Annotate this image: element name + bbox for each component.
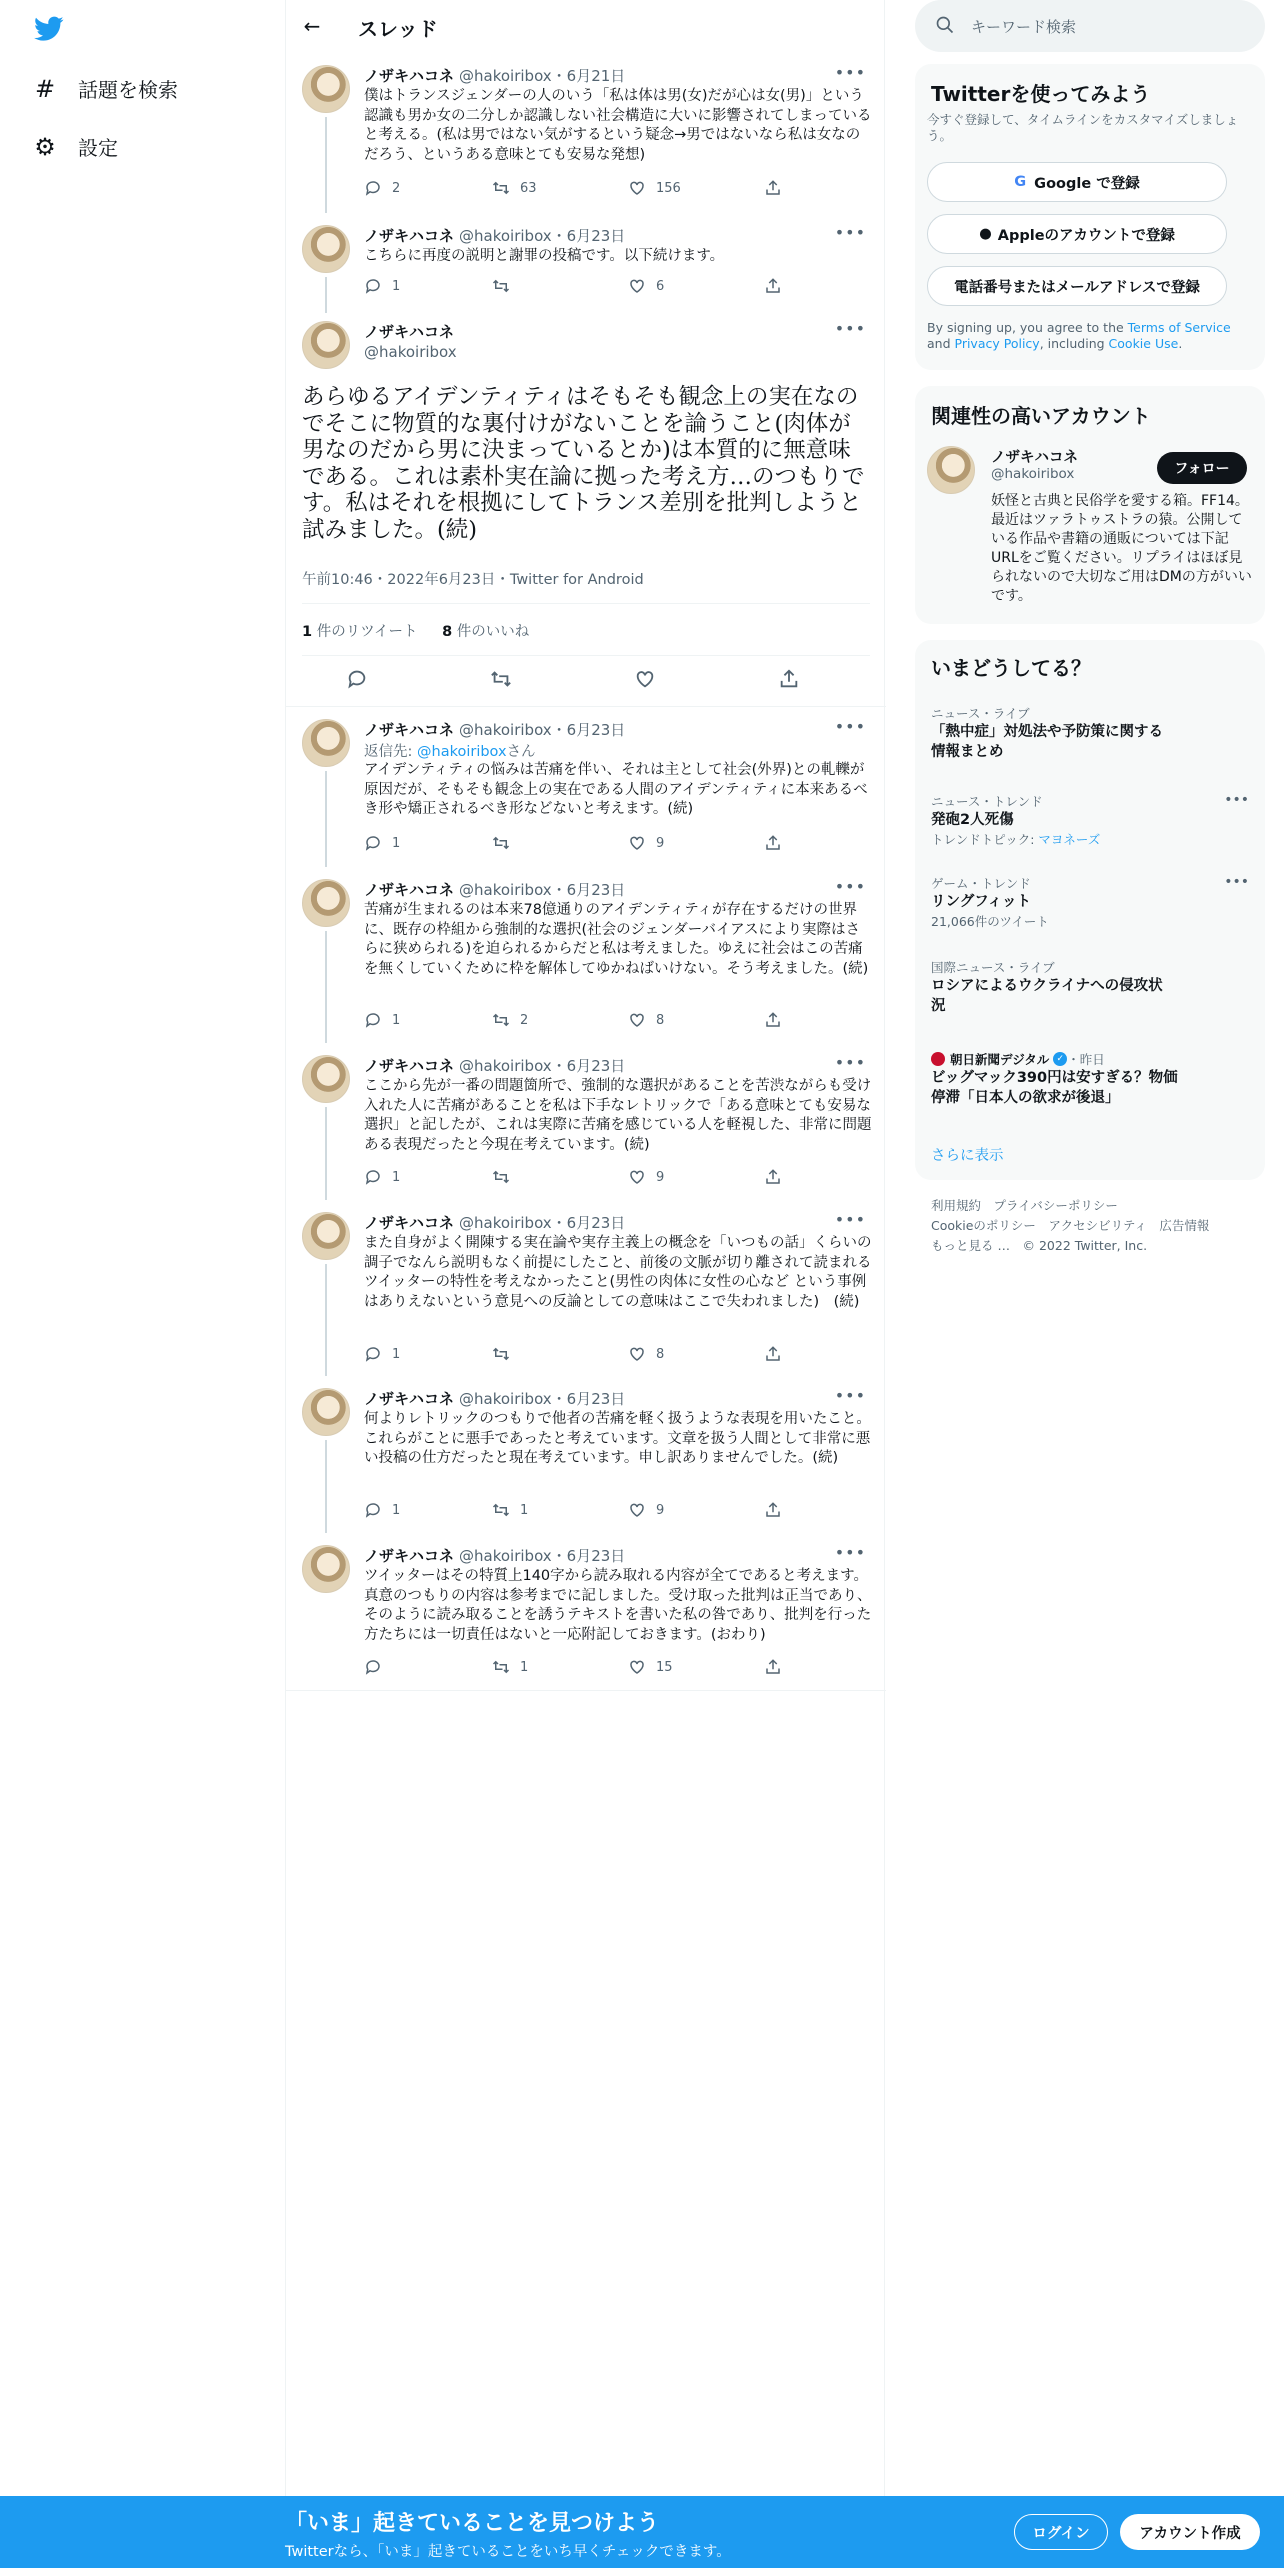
- news-time: ・昨日: [1067, 1052, 1105, 1067]
- like-button[interactable]: [628, 1011, 664, 1029]
- trend-topic-link[interactable]: マヨネーズ: [1038, 832, 1101, 847]
- retweet-icon: [492, 1658, 510, 1676]
- like-button[interactable]: [628, 1168, 664, 1186]
- show-more-link[interactable]: さらに表示: [931, 1148, 1004, 1164]
- trend-context: ゲーム・トレンド: [931, 876, 1031, 891]
- more-icon[interactable]: •••: [1224, 874, 1249, 890]
- like-count: 9: [656, 1502, 665, 1518]
- thread-line: [325, 1440, 327, 1533]
- retweet-icon: [492, 1168, 510, 1186]
- google-signup-label: Google で登録: [1034, 175, 1140, 192]
- share-icon: [764, 277, 782, 295]
- tweet-author[interactable]: [364, 1388, 625, 1409]
- trend-item[interactable]: [931, 958, 1251, 1016]
- tweet-actions: [364, 277, 794, 297]
- footer-terms[interactable]: 利用規約: [931, 1198, 982, 1213]
- retweet-stat[interactable]: [302, 624, 417, 640]
- focused-tweet-actions: [286, 665, 886, 695]
- author-handle: @hakoiribox: [459, 881, 552, 899]
- like-button[interactable]: [628, 1501, 664, 1519]
- tweet-text: 何よりレトリックのつもりで他者の苦痛を軽く扱うような表現を用いたこと。これらがことに悪手であったと考えています。文章を扱う人間として非常に悪い投稿の仕方だったと現在考えています。申し訳ありませんでした。(続): [364, 1411, 871, 1467]
- tweet-author[interactable]: [364, 879, 625, 900]
- thread-line: [325, 277, 327, 313]
- verified-icon: ✓: [1053, 1052, 1067, 1066]
- nav-explore-label: 話題を検索: [78, 78, 178, 102]
- apple-signup-label: Appleのアカウントで登録: [997, 227, 1175, 244]
- more-icon[interactable]: •••: [834, 223, 866, 242]
- like-button[interactable]: [628, 179, 681, 197]
- tweet-author[interactable]: [364, 1212, 625, 1233]
- more-icon[interactable]: •••: [834, 1386, 866, 1405]
- google-icon: G: [1014, 174, 1027, 190]
- trend-title: 「熱中症」対処法や予防策に関する情報まとめ: [931, 724, 1163, 760]
- like-stat-label: 件のいいね: [452, 624, 530, 640]
- avatar[interactable]: [302, 1545, 350, 1593]
- trend-title: ロシアによるウクライナへの侵攻状況: [931, 978, 1163, 1014]
- heart-icon: [628, 277, 646, 295]
- tweet-actions: [364, 1011, 794, 1031]
- avatar[interactable]: [302, 1212, 350, 1260]
- page-title: スレッド: [358, 17, 438, 41]
- footer-more[interactable]: もっと見る …: [931, 1238, 1010, 1253]
- like-button[interactable]: [628, 277, 664, 295]
- like-count: 8: [656, 1012, 665, 1028]
- reply-button[interactable]: [364, 179, 400, 197]
- tweet-text: アイデンティティの悩みは苦痛を伴い、それは主として社会(外界)との軋轢が原因だが、そもそも観念上の実在である人間のアイデンティティに本来あるべき形や矯正されるべき形などないと考えます。(続): [364, 762, 868, 818]
- heart-icon: [628, 1658, 646, 1676]
- terms-link[interactable]: Terms of Service: [1127, 320, 1231, 335]
- related-accounts-card: [915, 386, 1265, 624]
- retweet-button[interactable]: [492, 277, 520, 295]
- tweet-actions: [364, 1658, 794, 1678]
- related-name[interactable]: ノザキハコネ: [991, 450, 1078, 466]
- retweet-button[interactable]: [492, 1658, 528, 1676]
- heart-icon: [628, 1011, 646, 1029]
- reply-count: 1: [392, 1502, 401, 1518]
- retweet-count: 2: [520, 1012, 529, 1028]
- footer-accessibility[interactable]: アクセシビリティ: [1048, 1218, 1147, 1233]
- reply-button[interactable]: [364, 277, 400, 295]
- bottom-signup-bar: [0, 2496, 1284, 2568]
- tweet-actions: [364, 179, 794, 199]
- more-icon[interactable]: •••: [834, 877, 866, 896]
- author-name: ノザキハコネ: [364, 323, 455, 341]
- news-logo-icon: [931, 1052, 945, 1066]
- focused-tweet-text: あらゆるアイデンティティはそもそも観念上の実在なのでそこに物質的な裏付けがないことを論うこと(肉体が男なのだから男に決まっているとか)は本質的に無意味である。これは素朴実在論に拠った考え方…のつもりです。私はそれを根拠にしてトランス差別を批判しようと試みました。(続): [302, 384, 865, 543]
- share-icon: [764, 179, 782, 197]
- reply-button[interactable]: [364, 1345, 400, 1363]
- retweet-button[interactable]: [492, 1345, 520, 1363]
- hashtag-icon: #: [34, 74, 56, 103]
- trend-extra-prefix: トレンドトピック:: [931, 832, 1039, 847]
- divider: [302, 655, 870, 656]
- footer-privacy[interactable]: プライバシーポリシー: [993, 1198, 1118, 1213]
- like-button[interactable]: [628, 834, 664, 852]
- retweet-icon: [492, 1345, 510, 1363]
- signup-card: [915, 64, 1265, 370]
- reply-icon: [364, 1658, 382, 1676]
- thread-header: [286, 0, 886, 53]
- tweet-actions: [364, 1168, 794, 1188]
- focused-tweet: [286, 313, 886, 707]
- like-count: 6: [656, 278, 665, 294]
- reply-button[interactable]: [364, 1501, 400, 1519]
- retweet-icon: [492, 834, 510, 852]
- avatar[interactable]: [302, 1055, 350, 1103]
- replying-prefix: 返信先:: [364, 744, 417, 760]
- like-button[interactable]: [628, 1345, 664, 1363]
- terms-notice: [927, 320, 1247, 352]
- tweet-author[interactable]: [364, 225, 625, 246]
- avatar[interactable]: [302, 321, 350, 369]
- tweet-date: ・6月23日: [551, 1547, 626, 1565]
- news-source-row: [931, 1050, 1251, 1068]
- like-count: 9: [656, 835, 665, 851]
- tweet-author[interactable]: [364, 719, 625, 740]
- heart-icon: [628, 1345, 646, 1363]
- nav-settings[interactable]: [34, 132, 118, 161]
- replying-handle-link[interactable]: @hakoiribox: [417, 744, 507, 760]
- more-icon[interactable]: •••: [834, 1543, 866, 1562]
- reply-button[interactable]: [364, 1658, 392, 1676]
- retweet-icon: [492, 1011, 510, 1029]
- more-icon[interactable]: •••: [834, 717, 866, 736]
- heart-icon: [628, 834, 646, 852]
- like-count: 8: [656, 1346, 665, 1362]
- retweet-icon: [492, 179, 510, 197]
- like-count: 9: [656, 1169, 665, 1185]
- retweet-icon: [492, 277, 510, 295]
- reply-count: 1: [392, 1346, 401, 1362]
- avatar[interactable]: [302, 1388, 350, 1436]
- trends-card: [915, 640, 1265, 1180]
- tweet-text: また自身がよく開陳する実在論や実存主義上の概念を「いつもの話」くらいの調子でなんら説明もなく前提にしたこと、前後の文脈が切り離されて読まれるツイッターの特性を考えなかったこと(男性の肉体に女性の心など という事例はありえないという意見への反論としての意味はここで失われました) (続): [364, 1235, 872, 1310]
- phone-signup-button[interactable]: 電話番号またはメールアドレスで登録: [927, 266, 1227, 306]
- like-total: 8: [442, 624, 453, 640]
- reply-icon: [364, 834, 382, 852]
- signup-title: Twitterを使ってみよう: [931, 82, 1151, 106]
- author-handle: @hakoiribox: [459, 1547, 552, 1565]
- replying-to: [364, 740, 536, 761]
- author-handle: @hakoiribox: [459, 67, 552, 85]
- footer-ads[interactable]: 広告情報: [1159, 1218, 1210, 1233]
- bottom-bar-subtitle: Twitterなら、「いま」起きていることをいち早くチェックできます。: [285, 2544, 731, 2560]
- news-item[interactable]: [931, 1050, 1251, 1108]
- thread-line: [325, 1264, 327, 1376]
- nav-settings-label: 設定: [78, 136, 118, 160]
- reply-icon: [364, 277, 382, 295]
- author-handle: @hakoiribox: [459, 721, 552, 739]
- signup-subtitle: 今すぐ登録して、タイムラインをカスタマイズしましょう。: [927, 112, 1239, 143]
- retweet-icon[interactable]: [490, 668, 512, 690]
- retweet-count: 63: [520, 180, 537, 196]
- author-handle[interactable]: @hakoiribox: [364, 343, 457, 361]
- tweet[interactable]: [286, 1043, 886, 1200]
- terms-period: .: [1178, 336, 1183, 351]
- reply-button[interactable]: [364, 1168, 400, 1186]
- author-name: ノザキハコネ: [364, 1057, 455, 1075]
- retweet-button[interactable]: [492, 179, 537, 197]
- trend-item[interactable]: [931, 874, 1251, 930]
- share-button[interactable]: [764, 1345, 782, 1363]
- trend-title: 発砲2人死傷: [931, 812, 1014, 828]
- share-icon: [764, 834, 782, 852]
- retweet-button[interactable]: [492, 1011, 528, 1029]
- more-icon[interactable]: •••: [1224, 792, 1249, 808]
- trend-item[interactable]: [931, 792, 1251, 848]
- reply-icon: [364, 1168, 382, 1186]
- share-icon: [764, 1168, 782, 1186]
- privacy-link[interactable]: Privacy Policy: [954, 336, 1040, 351]
- thread-column: [285, 0, 885, 2500]
- heart-icon[interactable]: [634, 668, 656, 690]
- news-source: 朝日新聞デジタル: [950, 1052, 1050, 1067]
- more-icon[interactable]: •••: [834, 1053, 866, 1072]
- like-button[interactable]: [628, 1658, 673, 1676]
- author-name: ノザキハコネ: [364, 881, 455, 899]
- author-name: ノザキハコネ: [364, 227, 455, 245]
- reply-count: 2: [392, 180, 401, 196]
- tweet-author[interactable]: [364, 1055, 625, 1076]
- share-button[interactable]: [764, 1501, 782, 1519]
- retweet-count: 1: [520, 1502, 529, 1518]
- tweet-text: 僕はトランスジェンダーの人のいう「私は体は男(女)だが心は女(男)」という認識も男か女の二分しか認識しない社会構造に大いに影響されてしまっていると考える。(私は男ではない気がするという疑念→男ではないなら私は女なのだろう、というある意味とても安易な発想): [364, 88, 872, 163]
- author-name: ノザキハコネ: [364, 1214, 455, 1232]
- tweet-text: こちらに再度の説明と謝罪の投稿です。以下続けます。: [364, 248, 725, 264]
- share-icon[interactable]: [778, 668, 800, 690]
- related-title: 関連性の高いアカウント: [931, 404, 1151, 428]
- share-button[interactable]: [764, 1658, 782, 1676]
- share-icon: [764, 1501, 782, 1519]
- retweet-button[interactable]: [492, 1168, 520, 1186]
- reply-count: 1: [392, 278, 401, 294]
- like-stat[interactable]: [442, 624, 529, 640]
- share-button[interactable]: [764, 834, 782, 852]
- google-signup-button[interactable]: [927, 162, 1227, 202]
- footer-cookie[interactable]: Cookieのポリシー: [931, 1218, 1036, 1233]
- trend-count: 21,066件のツイート: [931, 914, 1049, 929]
- share-icon: [764, 1345, 782, 1363]
- tweet-date: ・6月23日: [551, 227, 626, 245]
- footer-copyright: © 2022 Twitter, Inc.: [1022, 1238, 1148, 1253]
- author-handle: @hakoiribox: [459, 1214, 552, 1232]
- trend-context: ニュース・トレンド: [931, 794, 1043, 809]
- reply-icon: [364, 1501, 382, 1519]
- avatar[interactable]: [302, 879, 350, 927]
- replying-suffix: さん: [506, 744, 536, 760]
- share-button[interactable]: [764, 179, 782, 197]
- tweet[interactable]: [286, 707, 886, 867]
- like-count: 15: [656, 1659, 673, 1675]
- apple-signup-button[interactable]: [927, 214, 1227, 254]
- footer-links: [931, 1196, 1261, 1256]
- bottom-bar-title: 「いま」起きていることを見つけよう: [285, 2511, 660, 2536]
- reply-count: 1: [392, 1012, 401, 1028]
- trend-context: ニュース・ライブ: [931, 706, 1030, 721]
- avatar[interactable]: [302, 65, 350, 113]
- tweet-author[interactable]: [364, 1545, 625, 1566]
- tweet-text: ここから先が一番の問題箇所で、強制的な選択があることを苦渋ながらも受け入れた人に苦痛があることを私は下手なレトリックで「ある意味とても安易な選択」と記したが、これは実際に苦痛を感じている人を軽視した、非常に問題ある表現だったと今現在考えています。(続): [364, 1078, 872, 1153]
- reply-icon: [364, 1345, 382, 1363]
- reply-icon: [364, 179, 382, 197]
- follow-button[interactable]: フォロー: [1157, 452, 1247, 484]
- divider: [286, 1690, 886, 1691]
- tweet-stats: [302, 620, 529, 641]
- terms-prefix: By signing up, you agree to the: [927, 320, 1128, 335]
- avatar[interactable]: [927, 446, 975, 494]
- tweet-date: ・6月23日: [551, 1057, 626, 1075]
- tweet[interactable]: [286, 1200, 886, 1376]
- retweet-stat-label: 件のリツイート: [312, 624, 418, 640]
- like-count: 156: [656, 180, 681, 196]
- more-icon[interactable]: •••: [834, 1210, 866, 1229]
- share-icon: [764, 1011, 782, 1029]
- reply-count: 1: [392, 835, 401, 851]
- reply-count: 1: [392, 1169, 401, 1185]
- more-icon[interactable]: •••: [834, 319, 866, 338]
- search-box[interactable]: [915, 0, 1265, 52]
- author-name: ノザキハコネ: [364, 1547, 455, 1565]
- more-icon[interactable]: •••: [834, 63, 866, 82]
- author-name: ノザキハコネ: [364, 721, 455, 739]
- news-title: ビッグマック390円は安すぎる？物価停滞「日本人の欲求が後退」: [931, 1070, 1178, 1106]
- login-button[interactable]: ログイン: [1014, 2514, 1108, 2550]
- share-button[interactable]: [764, 1168, 782, 1186]
- gear-icon: ⚙: [34, 132, 56, 161]
- search-icon: [935, 15, 955, 35]
- tweet[interactable]: [286, 1533, 886, 1690]
- share-icon: [764, 1658, 782, 1676]
- reply-button[interactable]: [364, 834, 400, 852]
- author-name: ノザキハコネ: [364, 67, 455, 85]
- share-button[interactable]: [764, 1011, 782, 1029]
- tweet-timestamp[interactable]: 午前10:46・2022年6月23日・Twitter for Android: [302, 572, 644, 588]
- terms-including: , including: [1039, 336, 1109, 351]
- apple-icon: ●: [979, 226, 992, 242]
- retweet-total: 1: [302, 624, 313, 640]
- tweet-actions: [364, 834, 794, 854]
- heart-icon: [628, 179, 646, 197]
- trend-context: 国際ニュース・ライブ: [931, 960, 1055, 975]
- retweet-button[interactable]: [492, 834, 520, 852]
- author-name: ノザキハコネ: [364, 1390, 455, 1408]
- share-button[interactable]: [764, 277, 782, 295]
- tweet-date: ・6月23日: [551, 721, 626, 739]
- cookie-link[interactable]: Cookie Use: [1108, 336, 1179, 351]
- nav-explore[interactable]: [34, 74, 178, 103]
- tweet-date: ・6月21日: [551, 67, 626, 85]
- retweet-button[interactable]: [492, 1501, 528, 1519]
- trends-title: いまどうしてる？: [931, 656, 1091, 680]
- left-sidebar: [0, 0, 285, 2500]
- twitter-bird-icon[interactable]: [34, 16, 64, 42]
- author-handle: @hakoiribox: [459, 227, 552, 245]
- avatar[interactable]: [302, 719, 350, 767]
- tweet[interactable]: [286, 867, 886, 1043]
- tweet-date: ・6月23日: [551, 881, 626, 899]
- thread-line: [325, 931, 327, 1043]
- heart-icon: [628, 1501, 646, 1519]
- tweet[interactable]: [286, 53, 886, 213]
- tweet-author[interactable]: [364, 65, 625, 86]
- trend-extra: [931, 830, 1251, 848]
- heart-icon: [628, 1168, 646, 1186]
- search-input[interactable]: キーワード検索: [971, 18, 1077, 36]
- tweet-author[interactable]: [364, 321, 454, 342]
- tweet-text: ツイッターはその特質上140字から読み取れる内容が全てであると考えます。真意のつもりの内容は参考までに記しました。受け取った批判は正当であり、そのように読み取ることを誘うテキストを書いた私の咎であり、批判を行った方たちには一切責任はないと一応附記しておきます。(おわり): [364, 1568, 872, 1643]
- trend-item[interactable]: [931, 704, 1251, 762]
- divider: [302, 603, 870, 604]
- avatar[interactable]: [302, 225, 350, 273]
- tweet-date: ・6月23日: [551, 1390, 626, 1408]
- tweet-text: 苦痛が生まれるのは本来78億通りのアイデンティティが存在するだけの世界に、既存の枠組から強制的な選択(社会のジェンダーバイアスにより実際はさらに狭められる)を迫られるからだと私は考えました。ゆえに社会はこの苦痛を無くしていくために枠を解体してゆかねばいけない。そう考えました。(続): [364, 902, 869, 977]
- trend-title: リングフィット: [931, 894, 1032, 910]
- tweet-actions: [364, 1501, 794, 1521]
- reply-button[interactable]: [364, 1011, 400, 1029]
- reply-icon[interactable]: [346, 668, 368, 690]
- thread-line: [325, 1107, 327, 1200]
- retweet-count: 1: [520, 1659, 529, 1675]
- tweet-actions: [364, 1345, 794, 1365]
- tweet[interactable]: [286, 1376, 886, 1533]
- reply-icon: [364, 1011, 382, 1029]
- arrow-left-icon[interactable]: ←: [303, 14, 321, 38]
- terms-and: and: [927, 336, 955, 351]
- related-handle: @hakoiribox: [991, 466, 1075, 482]
- retweet-icon: [492, 1501, 510, 1519]
- signup-button[interactable]: アカウント作成: [1120, 2514, 1260, 2550]
- thread-line: [325, 771, 327, 867]
- related-bio: 妖怪と古典と民俗学を愛する箱。FF14。最近はツァラトゥストラの猿。公開している作品や書籍の通販については下記URLをご覧ください。リプライはほぼ見られないので大切なご用はDMの方がいいです。: [991, 493, 1252, 604]
- thread-line: [325, 117, 327, 213]
- tweet[interactable]: [286, 213, 886, 313]
- tweet-date: ・6月23日: [551, 1214, 626, 1232]
- author-handle: @hakoiribox: [459, 1057, 552, 1075]
- author-handle: @hakoiribox: [459, 1390, 552, 1408]
